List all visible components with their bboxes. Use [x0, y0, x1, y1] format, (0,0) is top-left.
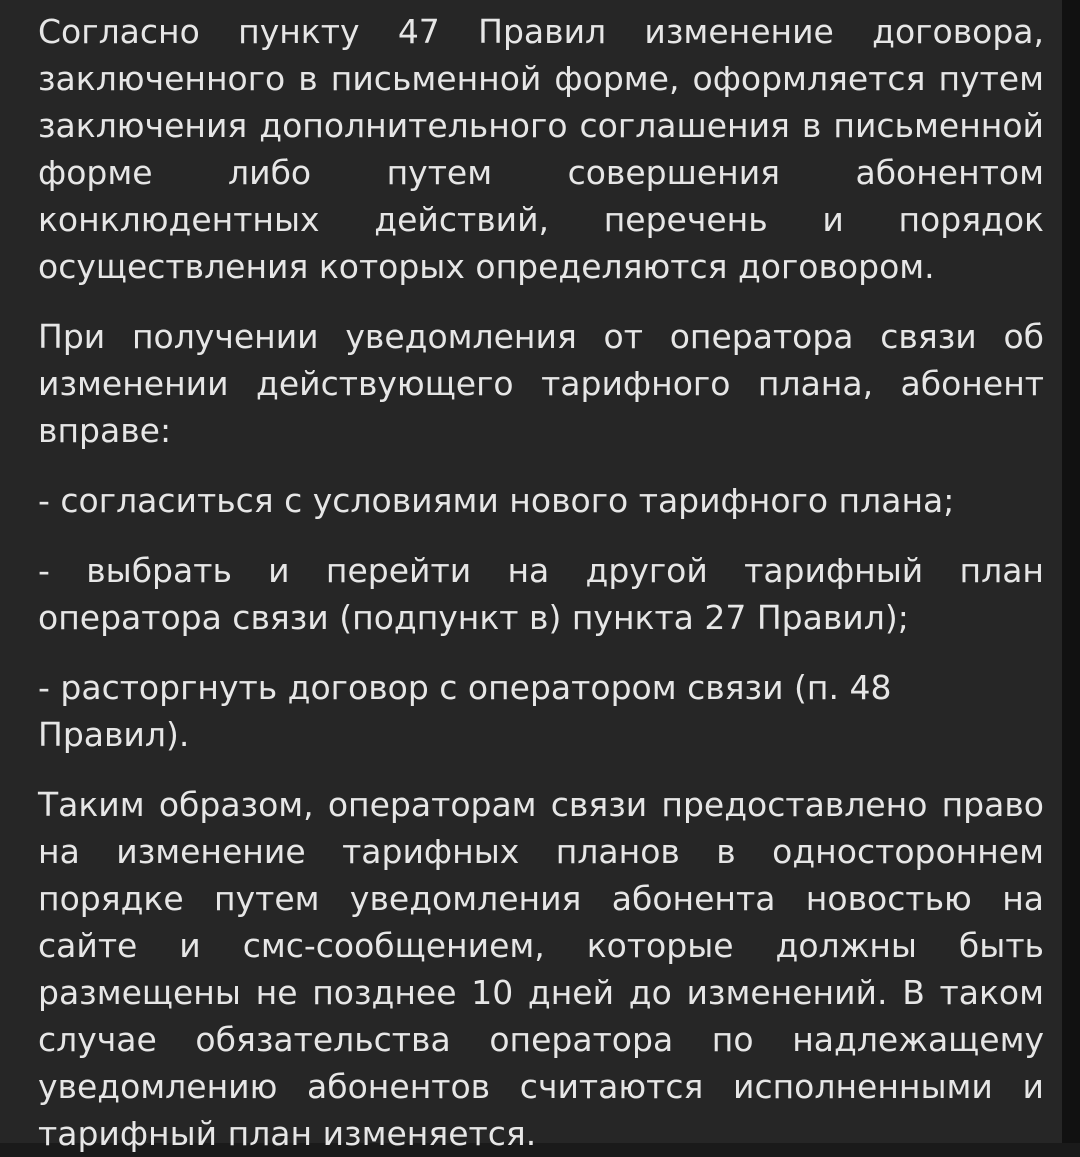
list-item-switch-plan: - выбрать и перейти на другой тарифный план оператора связи (подпункт в) пункта 27 Правил);: [38, 551, 1044, 637]
list-item-terminate: - расторгнуть договор с оператором связи (п. 48 Правил).: [38, 668, 892, 754]
page-edge: [1062, 0, 1080, 1143]
paragraph-subscriber-rights: При получении уведомления от оператора связи об изменении действующего тарифного плана, абонент вправе:: [38, 317, 1044, 450]
paragraph-conclusion: Таким образом, операторам связи предоставлено право на изменение тарифных планов в одностороннем порядке путем уведомления абонента новостью на сайте и смс-сообщением, которые должны быть размещены не позднее 10 дней до изменений. В таком случае обязательства оператора по надлежащему уведомлению абонентов считаются исполненными и тарифный план изменяется.: [38, 785, 1044, 1153]
list-item-agree: - согласиться с условиями нового тарифного плана;: [38, 481, 955, 520]
paragraph-contract-change: Согласно пункту 47 Правил изменение договора, заключенного в письменной форме, оформляется путем заключения дополнительного соглашения в письменной форме либо путем совершения абонентом конклюдентных действий, перечень и порядок осуществления которых определяются договором.: [38, 12, 1044, 286]
